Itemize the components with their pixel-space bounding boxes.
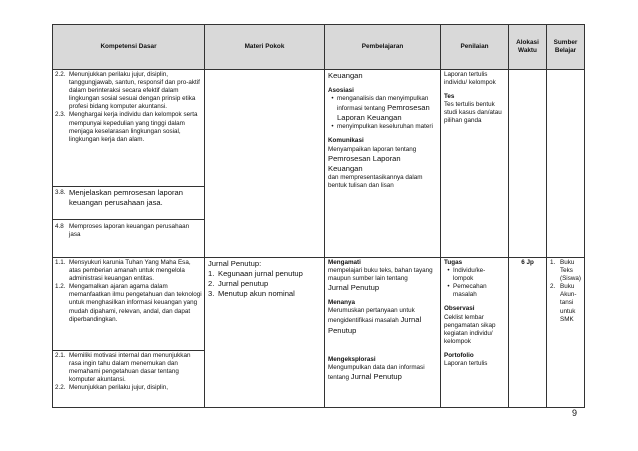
materi-cell (205, 70, 325, 258)
header-alokasi-waktu: Alokasi Waktu (509, 25, 547, 70)
penilaian-text: Ceklist lembar pengamatan sikap kegiatan individu/ kelompok (444, 313, 496, 345)
pemb-text: mempelajari buku teks, bahan tayang maupun sumber lain tentang (328, 267, 433, 283)
penilaian-text: Laporan tertulis (444, 360, 488, 368)
penilaian-text: Laporan tertulis individu/ kelompok (444, 71, 496, 87)
penilaian-cell (441, 258, 509, 408)
page-number: 9 (572, 408, 578, 418)
pemb-text: dan mempresentasikannya dalam bentuk tulisan dan lisan (328, 173, 423, 189)
kd-item: 2.2. Menunjukkan perilaku jujur, disiplin, (55, 384, 169, 392)
list-item: • Pemecahan masalah (447, 283, 487, 299)
pembelajaran-cell (325, 70, 441, 258)
list-item: • Individu/ke-lompok (447, 267, 486, 283)
kd-item: 2.3. Menghargai kerja individu dan kelompok serta mempunyai kepedulian yang tinggi dalam menjaga keselarasan lingkungan sosial, lingkungan kerja dan alam. (55, 111, 198, 143)
pemb-top: Keuangan (328, 71, 363, 80)
kd-item: 1.2. Mengamalkan ajaran agama dalam memanfaatkan ilmu pengetahuan dan teknologi untuk menghasilkan informasi keuangan yang mudah dipahami, relevan, andal, dan dapat diperbandingkan. (55, 283, 202, 323)
kd-item: 1.1. Mensyukuri karunia Tuhan Yang Maha Esa, atas pemberian amanah untuk mengelola administrasi keuangan entitas. (55, 259, 191, 283)
mengeksplorasi-heading: Mengeksplorasi (328, 355, 376, 363)
list-item: • menganalisis dan menyimpulkan informasi tentang Pemrosesan Laporan Keuangan (331, 95, 430, 123)
list-item: 1. Buku Teks (Siswa) (550, 259, 581, 283)
tugas-heading: Tugas (444, 259, 463, 266)
asosiasi-heading: Asosiasi (328, 87, 354, 94)
portofolio-heading: Portofolio (444, 351, 474, 359)
penilaian-text: Tes tertulis bentuk studi kasus dan/atau pilihan ganda (444, 101, 502, 125)
pemb-text: Menyampaikan laporan tentang (328, 145, 417, 153)
header-materi-pokok: Materi Pokok (205, 25, 325, 70)
header-kompetensi-dasar: Kompetensi Dasar (53, 25, 205, 70)
list-item: 1. Kegunaan jurnal penutup (208, 269, 303, 278)
penilaian-cell (441, 70, 509, 258)
header-pembelajaran: Pembelajaran (325, 25, 441, 70)
pemb-text: Pemrosesan Laporan Keuangan (328, 153, 401, 173)
menanya-heading: Menanya (328, 299, 355, 307)
kompetensi-cell (53, 70, 205, 258)
list-item: 2. Jurnal penutup (208, 279, 269, 288)
sumber-cell (547, 70, 585, 258)
alokasi-cell (509, 258, 547, 408)
list-item: 3. Menutup akun nominal (208, 289, 295, 298)
pemb-text: Jurnal Penutup (328, 283, 380, 293)
kd-item: 3.8. Menjelaskan pemrosesan laporan keuangan perusahaan jasa. (55, 188, 183, 207)
pemb-text: Merumuskan pertanyaan untuk mengidentifikasi masalah Jurnal Penutup (328, 307, 422, 335)
komunikasi-heading: Komunikasi (328, 137, 364, 145)
alokasi-cell (509, 70, 547, 258)
materi-cell (205, 258, 325, 408)
kd-item: 2.2. Menunjukkan perilaku jujur, disiplin, tanggungjawab, santun, responsif dan pro-aktif dalam berinteraksi secara efektif dalam lingkungan sosial sesuai dengan prinsip etika profesi bidang komputer akuntansi. (55, 71, 200, 111)
alokasi-value: 6 Jp (521, 259, 534, 266)
kompetensi-cell (53, 258, 205, 408)
mengamati-heading: Mengamati (328, 259, 361, 266)
observasi-heading: Observasi (444, 305, 475, 313)
list-item: 2. Buku Akun-tansi untuk SMK (550, 283, 577, 323)
pembelajaran-cell (325, 258, 441, 408)
sumber-cell (547, 258, 585, 408)
syllabus-table (52, 24, 585, 408)
header-penilaian: Penilaian (441, 25, 509, 70)
kd-item: 2.1. Memiliki motivasi internal dan menunjukkan rasa ingin tahu dalam menemukan dan memahami pengetahuan dasar tentang komputer akuntansi. (55, 352, 191, 384)
kd-item: 4.8 Memproses laporan keuangan perusahaan jasa (55, 223, 190, 239)
table-row (53, 70, 585, 258)
tes-heading: Tes (444, 93, 455, 101)
table-row (53, 258, 585, 408)
header-row (53, 25, 585, 70)
materi-title: Jurnal Penutup: (208, 259, 262, 268)
header-sumber-belajar: Sumber Belajar (547, 25, 585, 70)
list-item: • menyimpulkan keseluruhan materi (331, 123, 433, 131)
pemb-text: Mengumpulkan data dan informasi tentang Jurnal Penutup (328, 363, 425, 381)
